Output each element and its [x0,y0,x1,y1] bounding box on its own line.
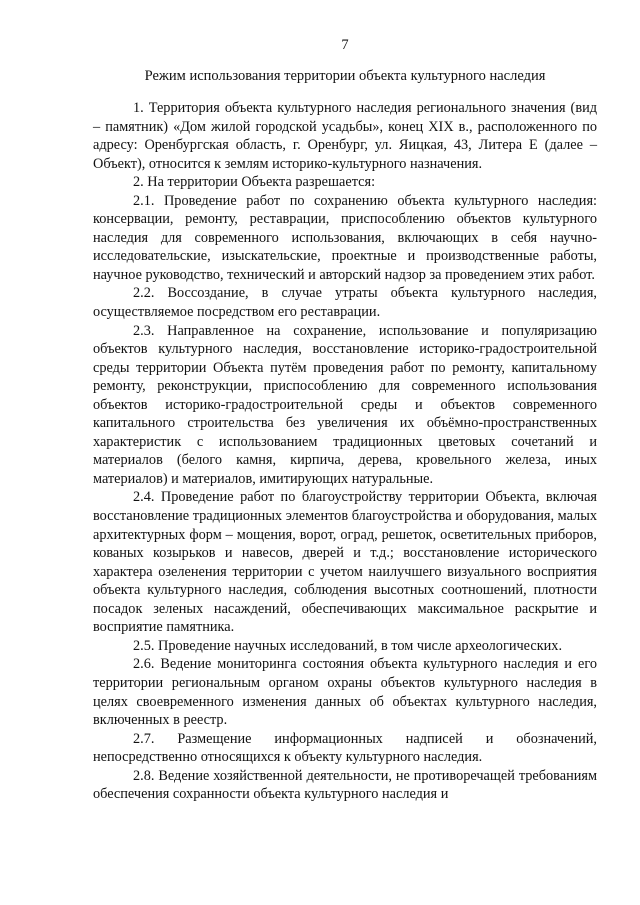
document-title: Режим использования территории объекта культурного наследия [144,68,546,84]
paragraph-2-4: 2.4. Проведение работ по благоустройству территории Объекта, включая восстановление традиционных элементов благоустройства и оборудования, малых архитектурных форм – мощения, ворот, оград, решеток, осветительных приборов, кованых козырьков и навесов, дверей и т.д.; восстановление исторического характера озеленения территории с учетом наилучшего визуального восприятия объекта культурного наследия, соблюдения высотных соотношений, плотности посадок зеленых насаждений, обеспечивающих максимальное раскрытие и восприятие памятника. [93,489,597,636]
document-body [93,99,597,804]
paragraph-2-6: 2.6. Ведение мониторинга состояния объекта культурного наследия и его территории региональным органом охраны объектов культурного наследия в целях своевременного изменения данных об объектах культурного наследия, включенных в реестр. [93,656,597,729]
paragraph-2-5: 2.5. Проведение научных исследований, в том числе археологических. [133,637,563,654]
paragraph-2-7: 2.7. Размещение информационных надписей и обозначений, непосредственно относящихся к объекту культурного наследия. [93,730,597,766]
page-number: 7 [341,37,349,53]
paragraph-2: 2. На территории Объекта разрешается: [133,174,376,191]
paragraph-2-1: 2.1. Проведение работ по сохранению объекта культурного наследия: консервации, ремонту, реставрации, приспособлению объектов культурного наследия для современного использования, включающих в себя научно-исследовательские, изыскательские, проектные и производственные работы, научное руководство, технический и авторский надзор за проведением этих работ. [93,192,597,283]
paragraph-2-2: 2.2. Воссоздание, в случае утраты объекта культурного наследия, осуществляемое посредством его реставрации. [93,285,597,321]
paragraph-1: 1. Территория объекта культурного наследия регионального значения (вид – памятник) «Дом жилой городской усадьбы», конец XIX в., расположенного по адресу: Оренбургская область, г. Оренбург, ул. Яицкая, 43, Литера Е (далее – Объект), относится к землям историко-культурного назначения. [93,100,597,172]
paragraph-2-8: 2.8. Ведение хозяйственной деятельности, не противоречащей требованиям обеспечения сохранности объекта культурного наследия и [93,767,597,803]
paragraph-2-3: 2.3. Направленное на сохранение, использование и популяризацию объектов культурного наследия, восстановление историко-градостроительной среды территории Объекта путём проведения работ по ремонту, капитальному ремонту, реконструкции, приспособлению для современного использования объектов историко-градостроительной среды и объектов современного капитального строительства без увеличения их объёмно-пространственных характеристик с использованием традиционных цветовых сочетаний и материалов (белого камня, кирпича, дерева, кровельного железа, иных материалов) и материалов, имитирующих натуральные. [93,322,597,487]
